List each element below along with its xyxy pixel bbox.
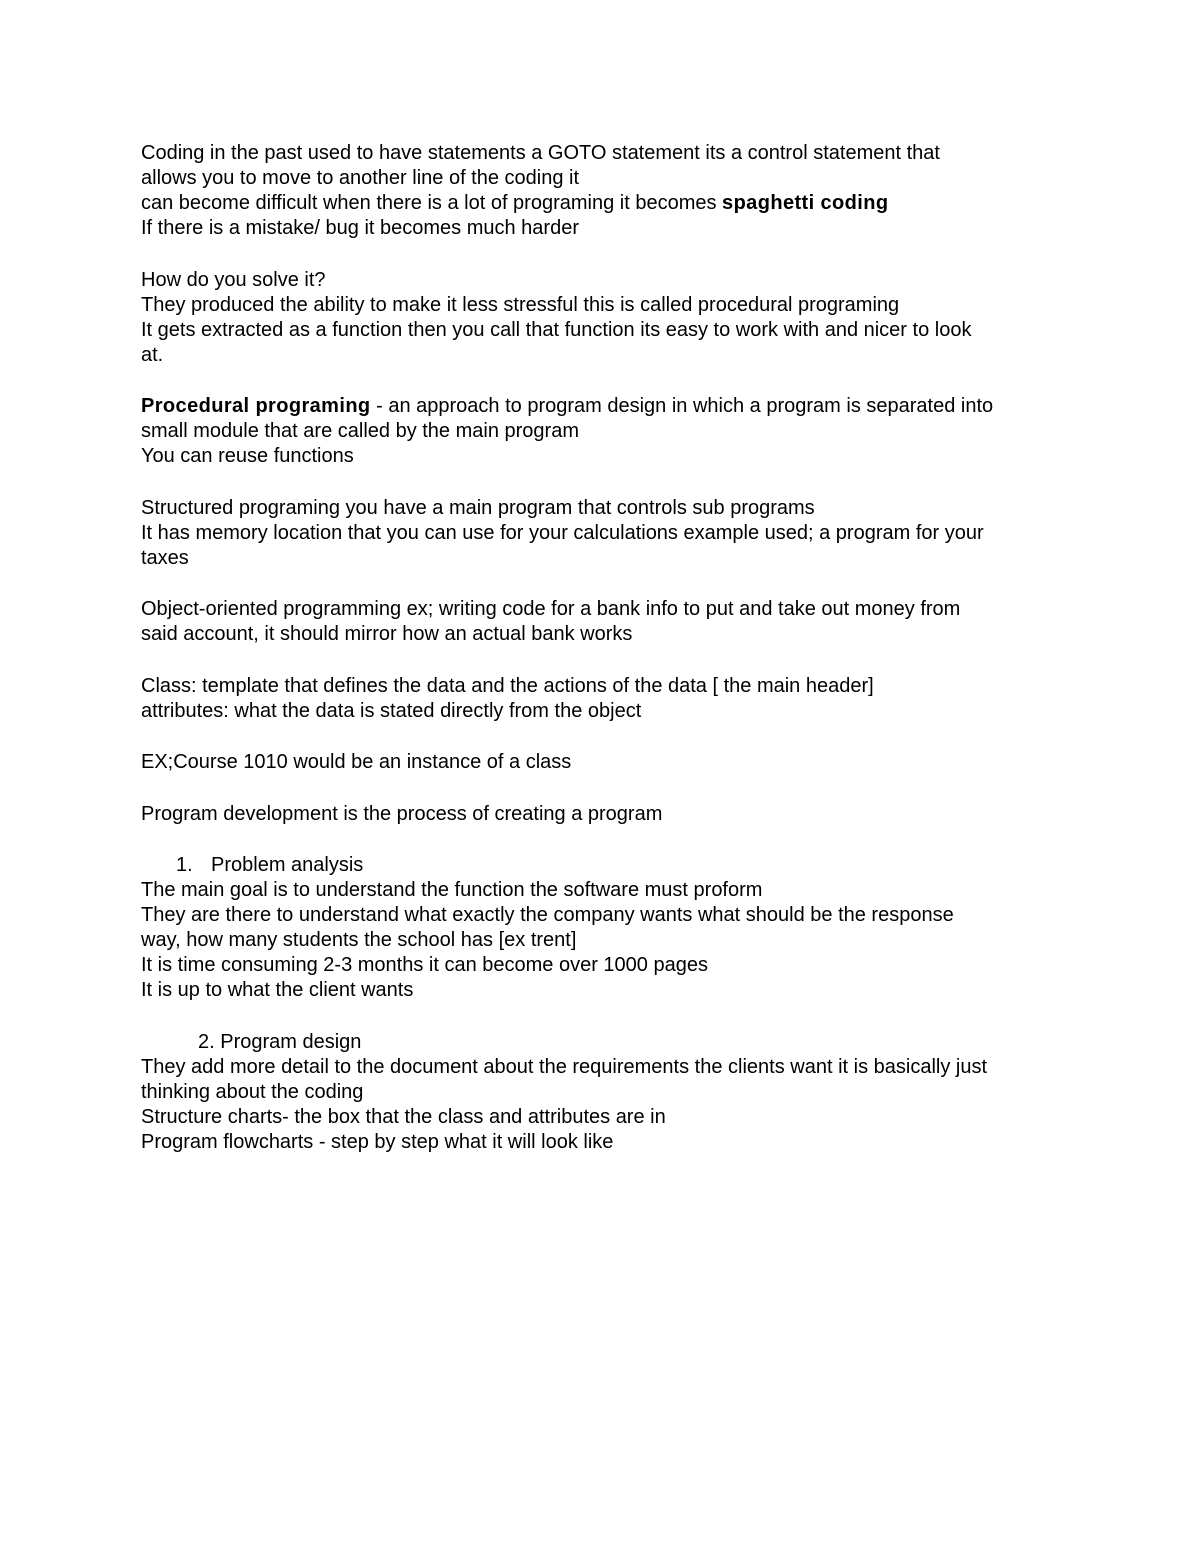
text-line: Program development is the process of creating a program	[141, 802, 663, 825]
text-line: Program flowcharts - step by step what it will look like	[141, 1130, 614, 1153]
document-page	[141, 141, 1071, 1155]
list-number: 1.	[176, 854, 193, 876]
paragraph-procedural	[141, 394, 1071, 469]
text-line: small module that are called by the main program	[141, 420, 579, 442]
text-line: How do you solve it?	[141, 268, 326, 291]
text-line: at.	[141, 343, 164, 366]
paragraph-solve	[141, 268, 1071, 368]
text-run: can become difficult when there is a lot of programing it becomes	[141, 192, 723, 214]
text-line: You can reuse functions	[141, 445, 354, 467]
text-line: Object-oriented programming ex; writing code for a bank info to put and take out money from	[141, 598, 961, 620]
text-line: It has memory location that you can use for your calculations example used; a program for your	[141, 521, 984, 544]
text-line: It is up to what the client wants	[141, 979, 414, 1001]
text-line: They are there to understand what exactly the company wants what should be the response	[141, 904, 954, 926]
paragraph-gap	[141, 647, 1071, 674]
text-run: - an approach to program design in which a program is separated into	[370, 395, 994, 417]
text-line: attributes: what the data is stated directly from the object	[141, 699, 642, 722]
list-item-problem-analysis	[141, 853, 1071, 1003]
paragraph-gap	[141, 241, 1071, 268]
paragraph-gap	[141, 571, 1071, 598]
text-line	[141, 191, 1071, 216]
paragraph-gap	[141, 368, 1071, 395]
paragraph-gap	[141, 1003, 1071, 1030]
paragraph-gap	[141, 469, 1071, 496]
text-line: Class: template that defines the data and the actions of the data [ the main header]	[141, 674, 874, 697]
paragraph-example	[141, 750, 1071, 775]
list-item-program-design	[141, 1030, 1071, 1155]
text-line: They produced the ability to make it less stressful this is called procedural programing	[141, 293, 900, 316]
list-item: 2. Program design	[198, 1030, 362, 1053]
paragraph-goto	[141, 141, 1071, 241]
text-line: It gets extracted as a function then you call that function its easy to work with and nicer to look	[141, 318, 972, 341]
text-line: thinking about the coding	[141, 1080, 364, 1103]
list-label: Problem analysis	[211, 854, 364, 876]
text-line: Structured programing you have a main program that controls sub programs	[141, 496, 815, 519]
paragraph-gap	[141, 775, 1071, 802]
text-line	[141, 394, 1071, 419]
paragraph-program-development	[141, 802, 1071, 827]
text-line: Structure charts- the box that the class and attributes are in	[141, 1105, 666, 1128]
paragraph-structured	[141, 496, 1071, 571]
text-line: allows you to move to another line of the coding it	[141, 167, 580, 189]
bold-term-spaghetti-coding: spaghetti coding	[722, 192, 889, 214]
paragraph-gap	[141, 724, 1071, 751]
text-line: taxes	[141, 546, 189, 569]
text-line: EX;Course 1010 would be an instance of a class	[141, 751, 572, 773]
text-line: Coding in the past used to have statements a GOTO statement its a control statement that	[141, 142, 940, 164]
paragraph-gap	[141, 827, 1071, 854]
text-line: They add more detail to the document about the requirements the clients want it is basically just	[141, 1055, 988, 1078]
text-line: said account, it should mirror how an actual bank works	[141, 623, 633, 645]
list-item	[141, 853, 1071, 878]
text-line: It is time consuming 2-3 months it can become over 1000 pages	[141, 954, 708, 976]
text-line: The main goal is to understand the function the software must proform	[141, 879, 763, 901]
text-line: If there is a mistake/ bug it becomes much harder	[141, 217, 579, 239]
text-line: way, how many students the school has [ex trent]	[141, 929, 577, 951]
paragraph-class	[141, 674, 1071, 724]
paragraph-object-oriented	[141, 597, 1071, 647]
bold-term-procedural-programing: Procedural programing	[141, 395, 371, 417]
